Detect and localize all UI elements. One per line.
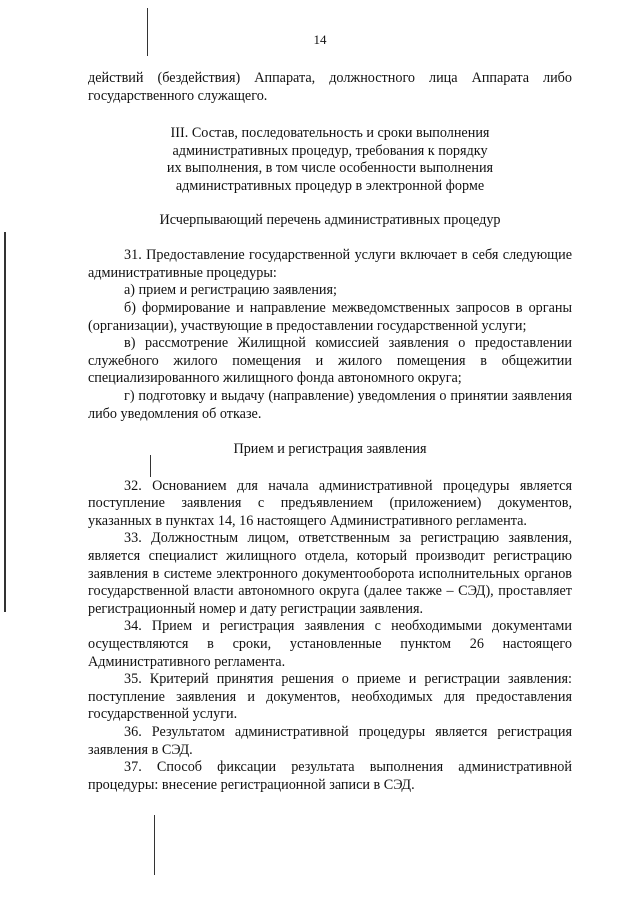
section-title-line: III. Состав, последовательность и сроки выполнения bbox=[170, 125, 490, 142]
paragraph-33: 33. Должностным лицом, ответственным за регистрацию заявления, является специалист жилищного отдела, который производит регистрацию заявления в системе электронного документооборота исполнительных органов государственной власти автономного округа (далее также – СЭД), проставляет регистрационный номер и дату регистрации заявления. bbox=[88, 530, 572, 617]
subsection-title: Прием и регистрация заявления bbox=[233, 441, 427, 458]
section-title bbox=[88, 125, 572, 195]
section-title-line: административных процедур в электронной форме bbox=[175, 177, 485, 194]
scan-artifact-line bbox=[4, 232, 6, 612]
section-title-line: административных процедур, требования к порядку bbox=[172, 142, 488, 159]
paragraph-34: 34. Прием и регистрация заявления с необходимыми документами осуществляются в сроки, установленные пунктом 26 настоящего Административного регламента. bbox=[88, 618, 572, 670]
list-item-b: б) формирование и направление межведомственных запросов в органы (организации), участвующие в предоставлении государственной услуги; bbox=[88, 299, 572, 334]
paragraph-37: 37. Способ фиксации результата выполнения административной процедуры: внесение регистрационной записи в СЭД. bbox=[88, 759, 572, 793]
list-item-v: в) рассмотрение Жилищной комиссией заявления о предоставлении служебного жилого помещения и жилого помещения в общежитии специализированного жилищного фонда автономного округа; bbox=[88, 335, 572, 387]
paragraph-36: 36. Результатом административной процедуры является регистрация заявления в СЭД. bbox=[88, 724, 572, 758]
subsection-title: Исчерпывающий перечень административных процедур bbox=[159, 211, 501, 228]
page-number: 14 bbox=[313, 32, 327, 47]
list-item-g: г) подготовку и выдачу (направление) уведомления о принятии заявления либо уведомления об отказе. bbox=[88, 387, 572, 422]
document-body bbox=[88, 70, 572, 794]
paragraph-31: 31. Предоставление государственной услуги включает в себя следующие административные процедуры: bbox=[88, 247, 572, 281]
intro-paragraph: действий (бездействия) Аппарата, должностного лица Аппарата либо государственного служащего. bbox=[88, 70, 572, 104]
scan-artifact-line bbox=[154, 815, 155, 875]
paragraph-32: 32. Основанием для начала административной процедуры является поступление заявления с предъявлением (приложением) документов, указанных в пунктах 14, 16 настоящего Административного регламента. bbox=[88, 477, 572, 529]
paragraph-35: 35. Критерий принятия решения о приеме и регистрации заявления: поступление заявления и документов, необходимых для предоставления государственной услуги. bbox=[88, 671, 572, 723]
list-item-a: а) прием и регистрацию заявления; bbox=[124, 282, 337, 299]
section-title-line: их выполнения, в том числе особенности выполнения bbox=[166, 160, 494, 177]
